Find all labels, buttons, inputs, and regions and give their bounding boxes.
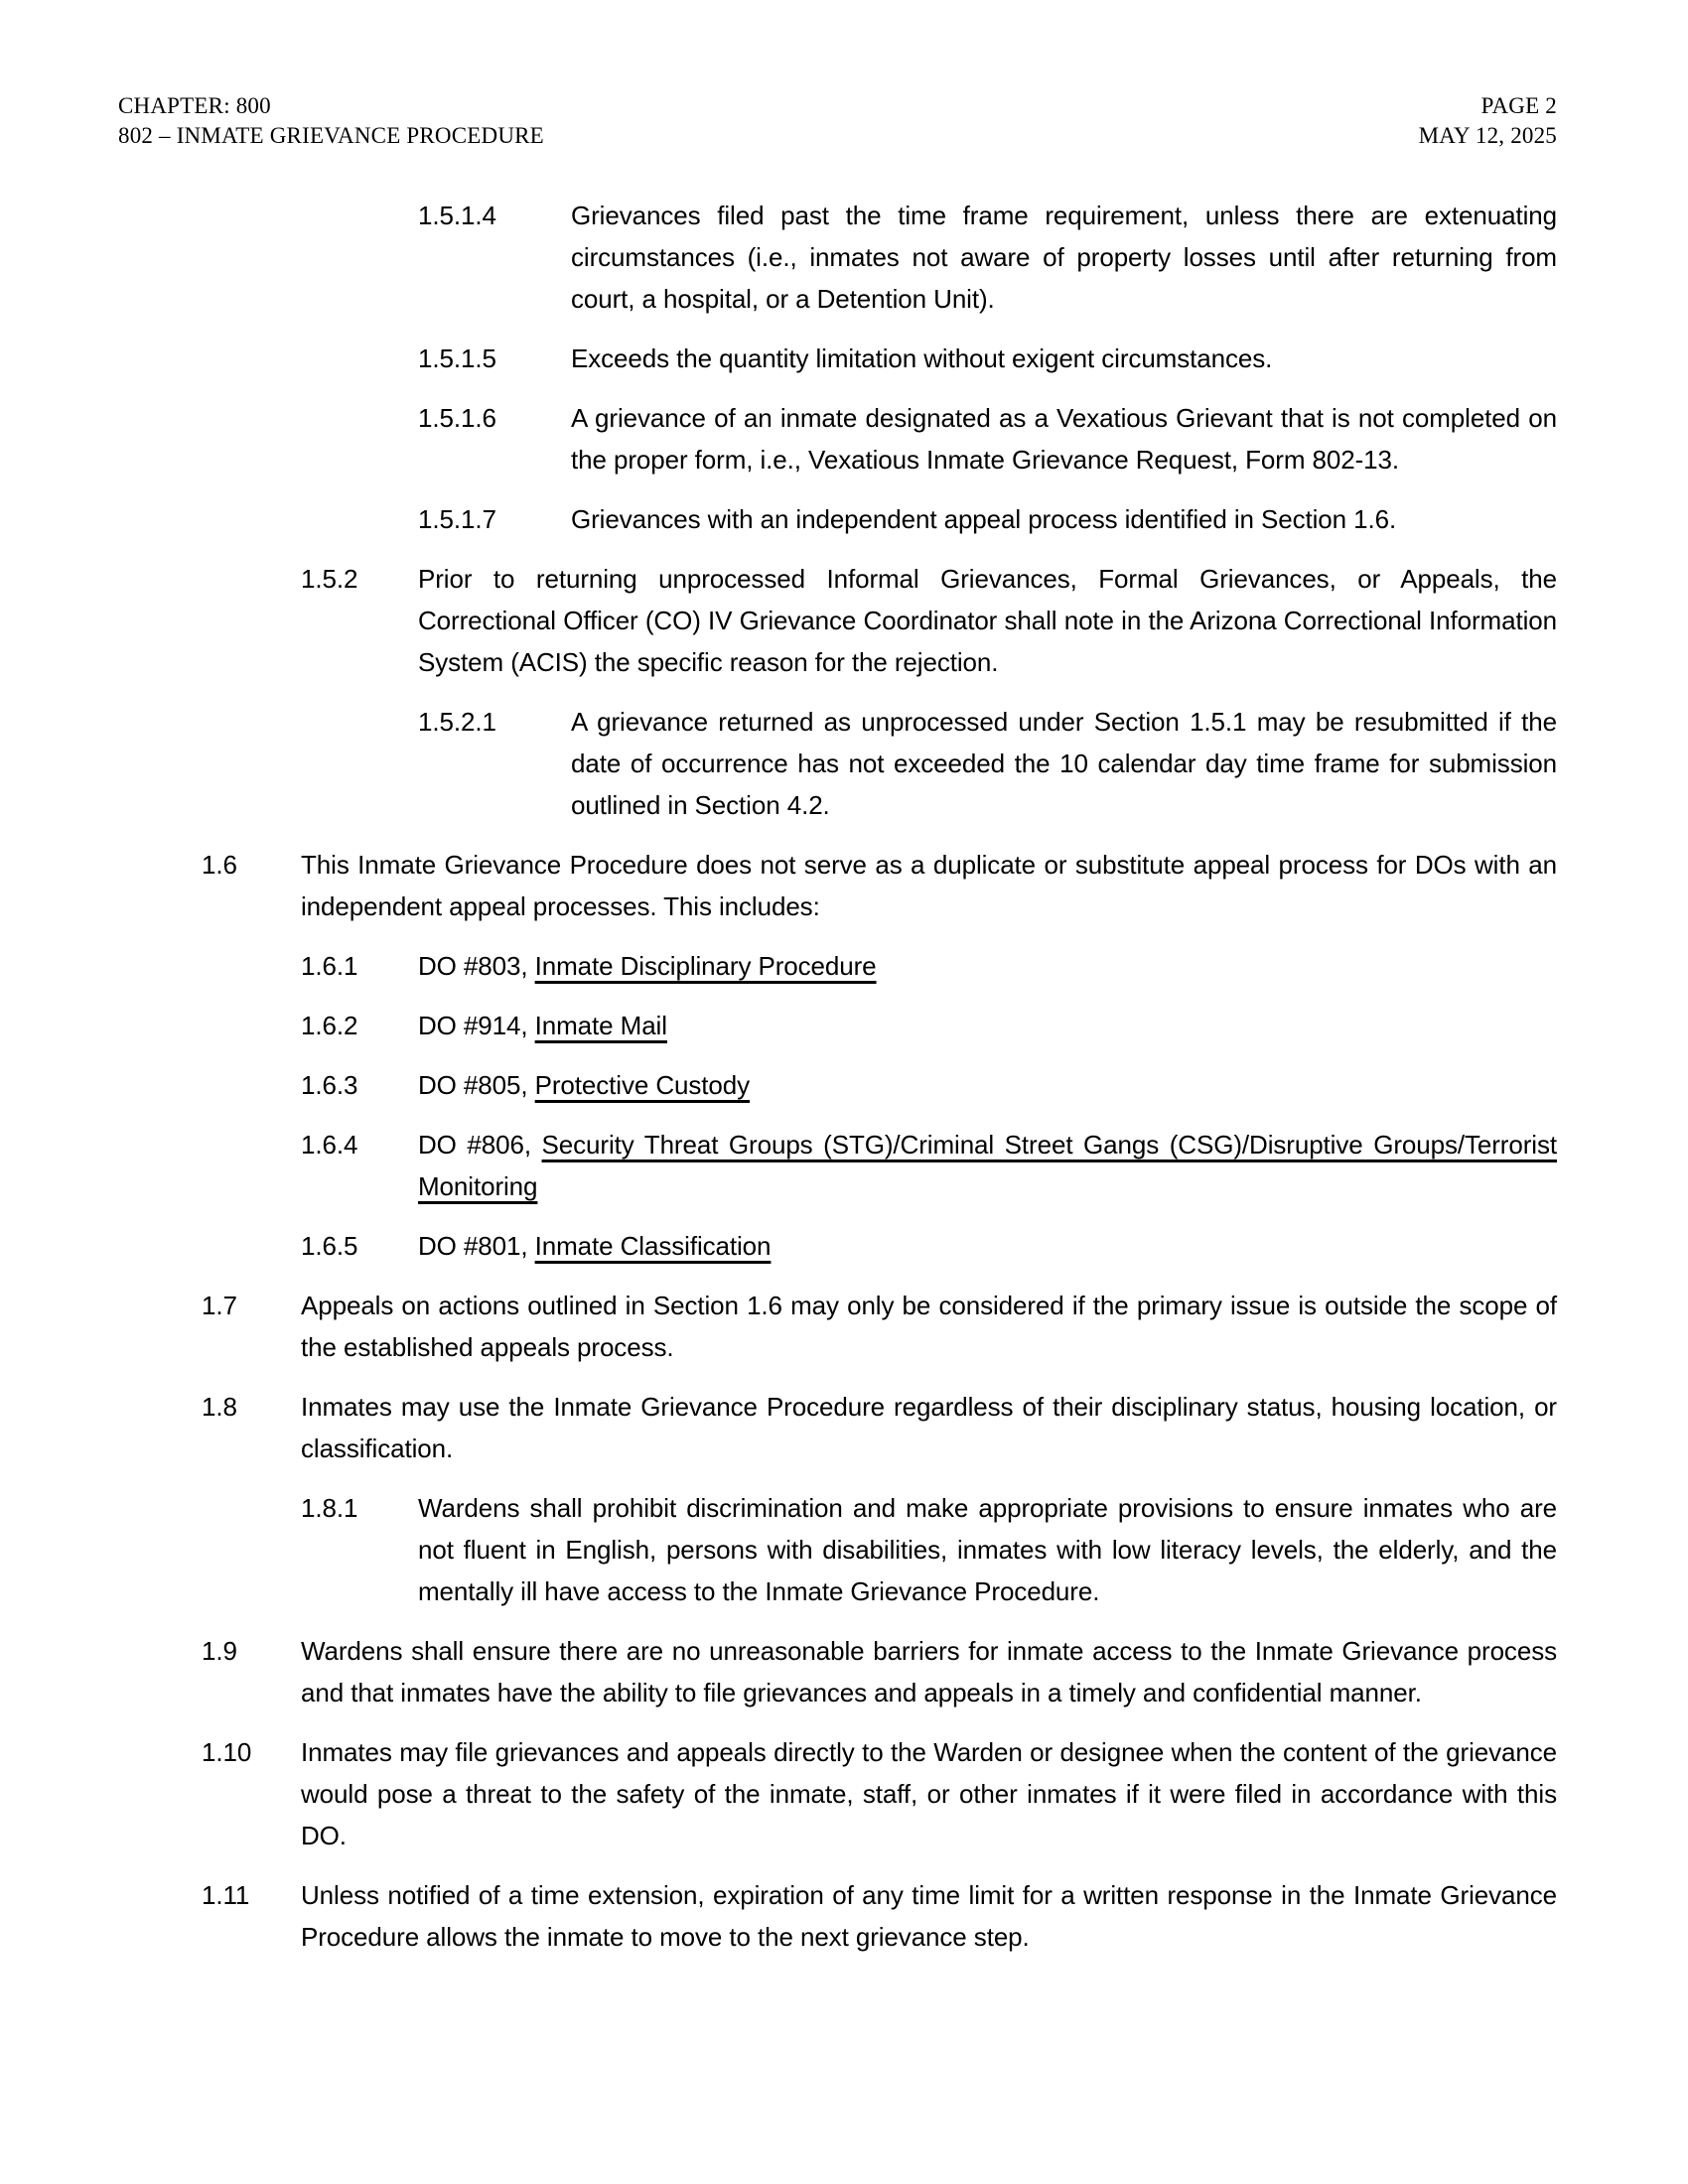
section-number: 1.6.3 bbox=[301, 1070, 358, 1100]
section-number: 1.8.1 bbox=[301, 1493, 358, 1523]
header-policy-title: 802 – INMATE GRIEVANCE PROCEDURE bbox=[118, 123, 544, 148]
section-number: 1.6.1 bbox=[301, 951, 358, 981]
section-number: 1.5.1.4 bbox=[418, 201, 496, 230]
do-reference-prefix: DO #805, bbox=[418, 1070, 535, 1100]
section-text: Wardens shall prohibit discrimination and make appropriate provisions to ensure inmates who are not fluent in English, persons with disabilities, inmates with low literacy levels, the elderly, and the mentally ill have access to the Inmate Grievance Procedure. bbox=[418, 1493, 1557, 1606]
section-number: 1.9 bbox=[202, 1636, 237, 1666]
section-text: A grievance returned as unprocessed under Section 1.5.1 may be resubmitted if the date of occurrence has not exceeded the 10 calendar day time frame for submission outlined in Section 4.2. bbox=[571, 707, 1557, 820]
section-1-6-3 bbox=[301, 1064, 1557, 1106]
header-left bbox=[118, 91, 544, 151]
section-text bbox=[418, 945, 1557, 987]
section-1-5-1-4 bbox=[418, 195, 1557, 320]
section-1-6-2 bbox=[301, 1005, 1557, 1046]
header-date: MAY 12, 2025 bbox=[1418, 123, 1557, 148]
section-1-5-1-7 bbox=[418, 498, 1557, 540]
section-1-5-1-5 bbox=[418, 338, 1557, 379]
section-1-5-2-1 bbox=[418, 701, 1557, 826]
section-number: 1.5.2 bbox=[301, 564, 358, 594]
section-text: Wardens shall ensure there are no unreasonable barriers for inmate access to the Inmate Grievance process and that inmates have the ability to file grievances and appeals in a timely and confidential manner. bbox=[301, 1636, 1557, 1707]
section-text bbox=[418, 1124, 1557, 1207]
section-number: 1.6.4 bbox=[301, 1130, 358, 1160]
section-number: 1.5.1.7 bbox=[418, 504, 496, 534]
section-number: 1.5.1.5 bbox=[418, 343, 496, 373]
section-1-5-1-6 bbox=[418, 397, 1557, 480]
section-text: Grievances filed past the time frame requirement, unless there are extenuating circumstances (i.e., inmates not aware of property losses until after returning from court, a hospital, or a Detention Unit). bbox=[571, 201, 1557, 314]
section-number: 1.6.2 bbox=[301, 1011, 358, 1040]
do-reference-prefix: DO #914, bbox=[418, 1011, 535, 1040]
section-text bbox=[418, 1225, 1557, 1267]
section-1-7 bbox=[202, 1285, 1557, 1368]
do-reference-link: Inmate Disciplinary Procedure bbox=[534, 951, 877, 981]
do-reference-prefix: DO #801, bbox=[418, 1231, 535, 1261]
page-header bbox=[0, 0, 1688, 151]
section-number: 1.10 bbox=[202, 1737, 252, 1767]
section-1-6-1 bbox=[301, 945, 1557, 987]
section-text: Grievances with an independent appeal process identified in Section 1.6. bbox=[571, 504, 1397, 534]
document-body bbox=[0, 151, 1688, 1958]
section-number: 1.8 bbox=[202, 1392, 237, 1422]
section-number: 1.7 bbox=[202, 1291, 237, 1320]
section-text: Inmates may file grievances and appeals directly to the Warden or designee when the content of the grievance would pose a threat to the safety of the inmate, staff, or other inmates if it were filed in accordance with this DO. bbox=[301, 1737, 1557, 1850]
section-text: Prior to returning unprocessed Informal Grievances, Formal Grievances, or Appeals, the Correctional Officer (CO) IV Grievance Coordinator shall note in the Arizona Correctional Information System (ACIS) the specific reason for the rejection. bbox=[418, 564, 1557, 677]
section-number: 1.5.1.6 bbox=[418, 403, 496, 433]
do-reference-link: Inmate Mail bbox=[534, 1011, 667, 1040]
section-1-6-4 bbox=[301, 1124, 1557, 1207]
section-1-6 bbox=[202, 844, 1557, 927]
section-1-9 bbox=[202, 1630, 1557, 1713]
section-1-6-5 bbox=[301, 1225, 1557, 1267]
section-text: This Inmate Grievance Procedure does not serve as a duplicate or substitute appeal process for DOs with an independent appeal processes. This includes: bbox=[301, 850, 1557, 921]
section-text: A grievance of an inmate designated as a Vexatious Grievant that is not completed on the proper form, i.e., Vexatious Inmate Grievance Request, Form 802-13. bbox=[571, 403, 1557, 475]
section-number: 1.6.5 bbox=[301, 1231, 358, 1261]
section-number: 1.5.2.1 bbox=[418, 707, 496, 737]
section-number: 1.11 bbox=[202, 1880, 250, 1910]
do-reference-link: Inmate Classification bbox=[534, 1231, 772, 1261]
section-1-8 bbox=[202, 1386, 1557, 1469]
section-text: Exceeds the quantity limitation without exigent circumstances. bbox=[571, 343, 1273, 373]
do-reference-link: Security Threat Groups (STG)/Criminal Street Gangs (CSG)/Disruptive Groups/Terrorist Monitoring bbox=[418, 1130, 1557, 1201]
section-1-8-1 bbox=[301, 1487, 1557, 1612]
header-right bbox=[1419, 91, 1557, 151]
section-text: Inmates may use the Inmate Grievance Procedure regardless of their disciplinary status, housing location, or classification. bbox=[301, 1392, 1557, 1463]
section-number: 1.6 bbox=[202, 850, 237, 880]
do-reference-prefix: DO #803, bbox=[418, 951, 535, 981]
section-text bbox=[418, 1005, 1557, 1046]
do-reference-link: Protective Custody bbox=[534, 1070, 751, 1100]
section-text: Unless notified of a time extension, expiration of any time limit for a written response in the Inmate Grievance Procedure allows the inmate to move to the next grievance step. bbox=[301, 1880, 1557, 1952]
section-text: Appeals on actions outlined in Section 1.6 may only be considered if the primary issue is outside the scope of the established appeals process. bbox=[301, 1291, 1557, 1362]
do-reference-prefix: DO #806, bbox=[418, 1130, 542, 1160]
header-chapter: CHAPTER: 800 bbox=[118, 93, 271, 118]
section-1-5-2 bbox=[301, 558, 1557, 683]
section-1-11 bbox=[202, 1874, 1557, 1958]
header-page-number: PAGE 2 bbox=[1480, 93, 1557, 118]
section-text bbox=[418, 1064, 1557, 1106]
section-1-10 bbox=[202, 1731, 1557, 1856]
